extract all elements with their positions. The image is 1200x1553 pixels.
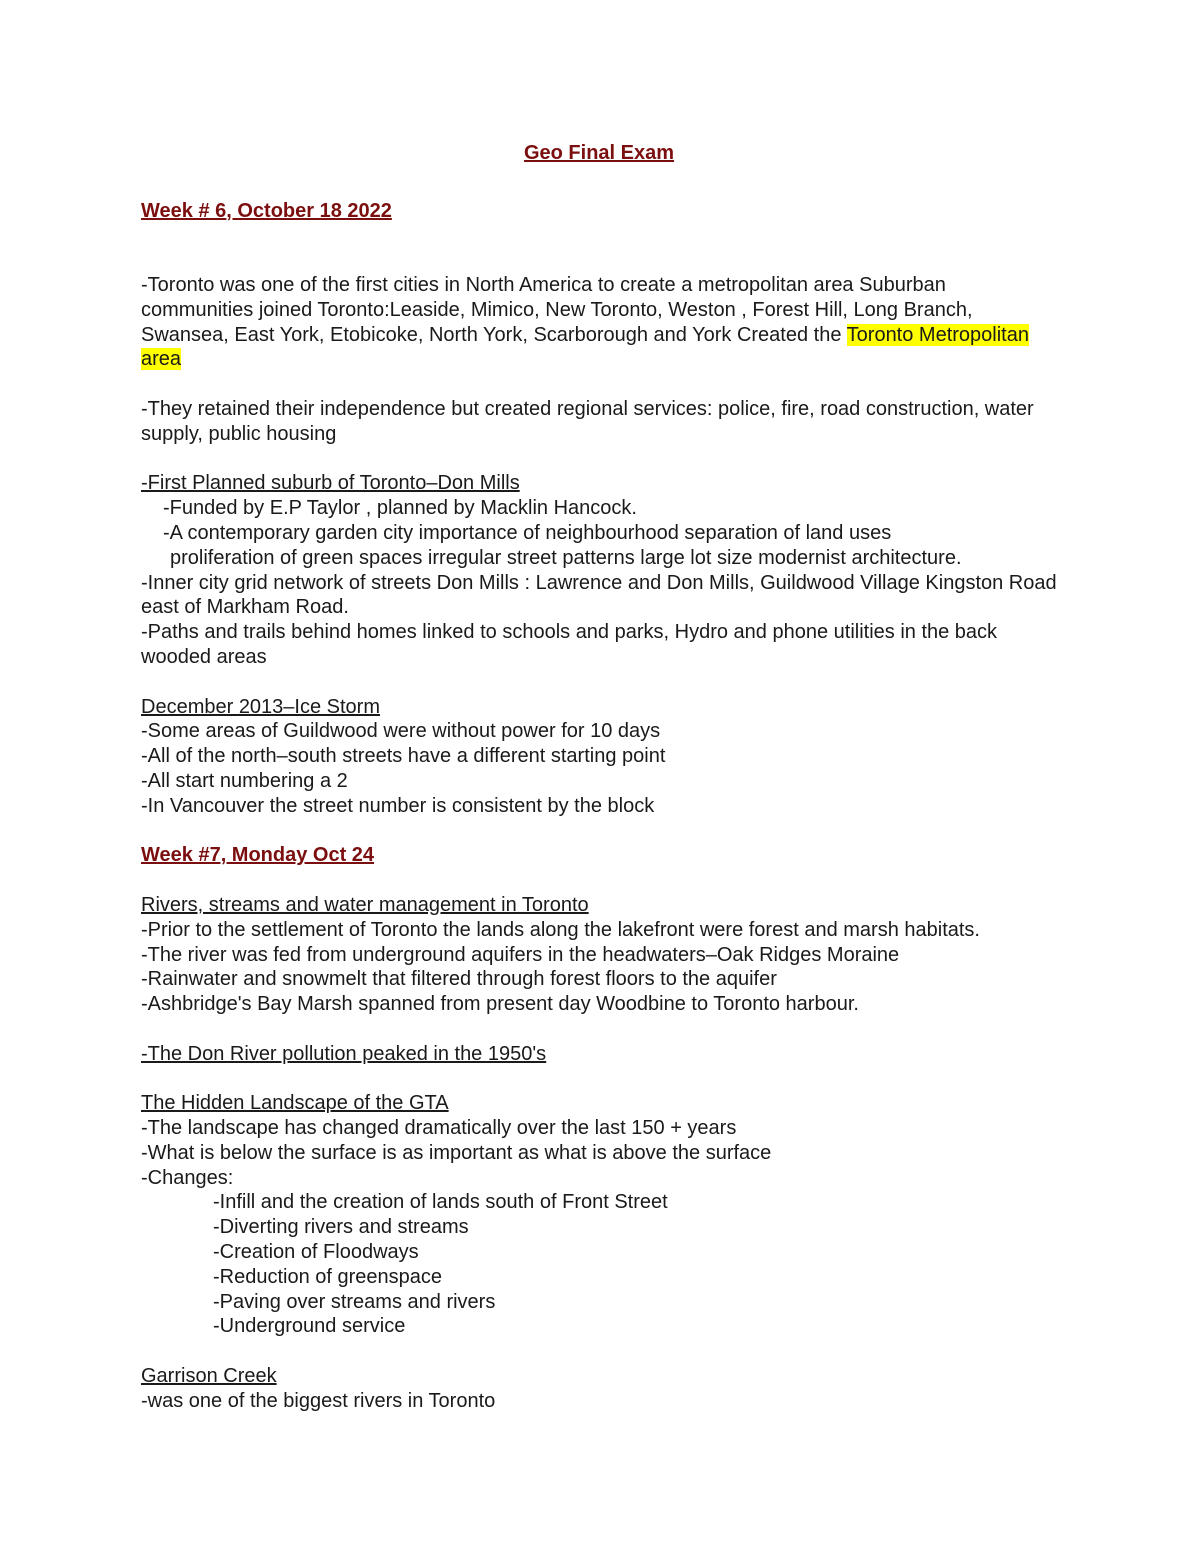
hidden-landscape-item: -Changes:	[141, 1166, 234, 1189]
rivers-item: -Rainwater and snowmelt that filtered through forest floors to the aquifer	[141, 968, 777, 991]
week6-paragraph-1-text: -Toronto was one of the first cities in North America to create a metropolitan area Suburban communities joined Toronto:Leaside, Mimico, New Toronto, Weston , Forest Hill, Long Branch, Swansea, East York, Etobicoke, North York, Scarborough and York Created the	[141, 273, 973, 346]
week6-heading: Week # 6, October 18 2022	[141, 199, 392, 222]
change-item: -Infill and the creation of lands south of Front Street	[213, 1191, 668, 1214]
don-pollution-note: -The Don River pollution peaked in the 1950's	[141, 1042, 547, 1065]
icestorm-item: -All of the north–south streets have a different starting point	[141, 745, 666, 768]
week6-paragraph-2: -They retained their independence but created regional services: police, fire, road construction, water supply, public housing	[141, 397, 1034, 445]
week7-heading: Week #7, Monday Oct 24	[141, 844, 375, 867]
week6-paragraph-1	[141, 273, 1061, 372]
donmills-note: -Inner city grid network of streets Don Mills : Lawrence and Don Mills, Guildwood Village Kingston Road east of Markham Road.	[141, 571, 1057, 619]
document-page	[141, 141, 1061, 1414]
change-item: -Underground service	[213, 1315, 406, 1338]
rivers-item: -The river was fed from underground aquifers in the headwaters–Oak Ridges Moraine	[141, 943, 900, 966]
donmills-note: -Paths and trails behind homes linked to schools and parks, Hydro and phone utilities in the back wooded areas	[141, 621, 998, 668]
rivers-item: -Ashbridge's Bay Marsh spanned from present day Woodbine to Toronto harbour.	[141, 993, 859, 1016]
document-title: Geo Final Exam	[523, 142, 675, 164]
icestorm-item: -Some areas of Guildwood were without power for 10 days	[141, 720, 661, 743]
donmills-heading: -First Planned suburb of Toronto–Don Mills	[141, 472, 520, 495]
highlight-toronto-metropolitan-area: Toronto Metropolitan area	[141, 323, 1029, 371]
change-item: -Reduction of greenspace	[213, 1265, 443, 1288]
hidden-landscape-heading: The Hidden Landscape of the GTA	[141, 1092, 449, 1115]
donmills-item: proliferation of green spaces irregular street patterns large lot size modernist architecture.	[170, 546, 962, 569]
garrison-creek-item: -was one of the biggest rivers in Toronto	[141, 1389, 496, 1412]
icestorm-item: -In Vancouver the street number is consistent by the block	[141, 794, 655, 817]
change-item: -Diverting rivers and streams	[213, 1216, 469, 1239]
rivers-item: -Prior to the settlement of Toronto the lands along the lakefront were forest and marsh habitats.	[141, 918, 980, 941]
hidden-landscape-item: -What is below the surface is as important as what is above the surface	[141, 1141, 772, 1164]
change-item: -Creation of Floodways	[213, 1241, 419, 1264]
donmills-item: -Funded by E.P Taylor , planned by Macklin Hancock.	[163, 497, 637, 520]
donmills-item: -A contemporary garden city importance of neighbourhood separation of land uses	[163, 521, 892, 544]
hidden-landscape-item: -The landscape has changed dramatically over the last 150 + years	[141, 1117, 737, 1140]
icestorm-item: -All start numbering a 2	[141, 769, 348, 792]
rivers-heading: Rivers, streams and water management in Toronto	[141, 893, 589, 916]
garrison-creek-heading: Garrison Creek	[141, 1365, 277, 1388]
icestorm-heading: December 2013–Ice Storm	[141, 695, 381, 718]
change-item: -Paving over streams and rivers	[213, 1290, 496, 1313]
